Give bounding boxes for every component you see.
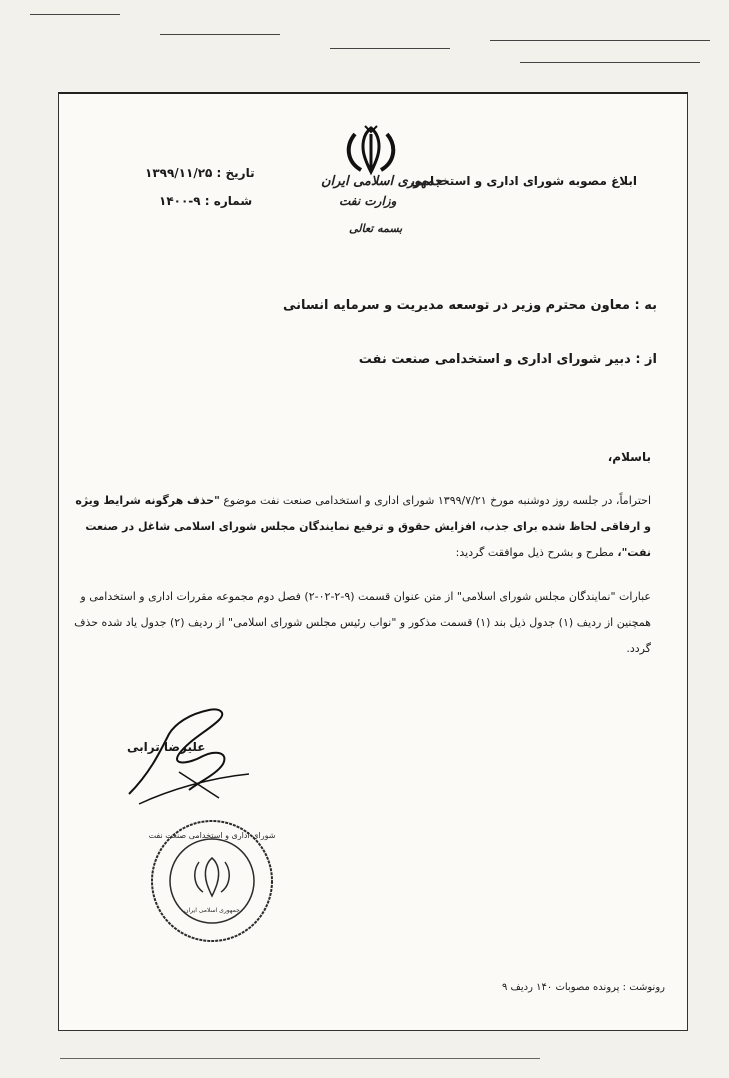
bismillah-heading: بسمه تعالی <box>349 222 403 235</box>
iran-emblem-icon <box>341 124 401 176</box>
republic-name: جمهوری اسلامی ایران <box>321 174 443 189</box>
greeting: باسلام، <box>607 450 651 464</box>
number-field <box>159 194 252 208</box>
scan-edge-line <box>330 48 450 49</box>
paragraph-conclusion: مطرح و بشرح ذیل موافقت گردید: <box>455 546 614 559</box>
scan-edge-line <box>490 40 710 41</box>
number-label: شماره : <box>204 194 253 208</box>
body-paragraph-1 <box>71 488 651 566</box>
official-stamp-icon <box>147 816 277 946</box>
signer-name: علیرضا ترابی <box>127 740 206 754</box>
date-label: تاریخ : <box>216 166 255 180</box>
scan-edge-line <box>30 14 120 15</box>
signature-icon <box>119 694 279 814</box>
scan-edge-line <box>160 34 280 35</box>
classification-title: ابلاغ مصوبه شورای اداری و استخدامی <box>410 174 637 188</box>
date-field <box>145 166 255 180</box>
sender-line: از : دبیر شورای اداری و استخدامی صنعت نفت <box>358 352 657 367</box>
copy-note: رونوشت : پرونده مصوبات ۱۴۰ ردیف ۹ <box>501 982 665 993</box>
paragraph-intro: احتراماً، در جلسه روز دوشنبه مورخ ۱۳۹۹/۷/۲۱ شورای اداری و استخدامی صنعت نفت موضوع <box>223 494 651 507</box>
letter-page <box>58 92 688 1031</box>
date-value: ۱۳۹۹/۱۱/۲۵ <box>145 166 213 180</box>
paragraph-subject: "حذف هرگونه شرایط ویژه و ارفاقی لحاظ شده برای جذب، افزایش حقوق و ترفیع نمایندگان مجلس شورای اسلامی شاغل در صنعت نفت"، <box>75 494 651 559</box>
stamp-inner-text: جمهوری اسلامی ایران <box>184 907 240 914</box>
scan-edge-line <box>520 62 700 63</box>
ministry-name: وزارت نفت <box>339 194 397 208</box>
body-paragraph-2: عبارات "نمایندگان مجلس شورای اسلامی" از متن عنوان قسمت (۹-۲-۰۲-۲) فصل دوم مجموعه مقررات اداری و استخدامی و همچنین از ردیف (۱) جدول ذیل بند (۱) قسمت مذکور و "نواب رئیس مجلس شورای اسلامی" از ردیف (۲) جدول یاد شده حذف گردد. <box>74 590 651 655</box>
recipient-line: به : معاون محترم وزیر در توسعه مدیریت و سرمایه انسانی <box>282 298 657 313</box>
stamp-text: شورای اداری و استخدامی صنعت نفت <box>148 831 276 840</box>
number-value: ۹-۱۴۰۰ <box>159 194 201 208</box>
scan-edge-line <box>60 1058 540 1059</box>
